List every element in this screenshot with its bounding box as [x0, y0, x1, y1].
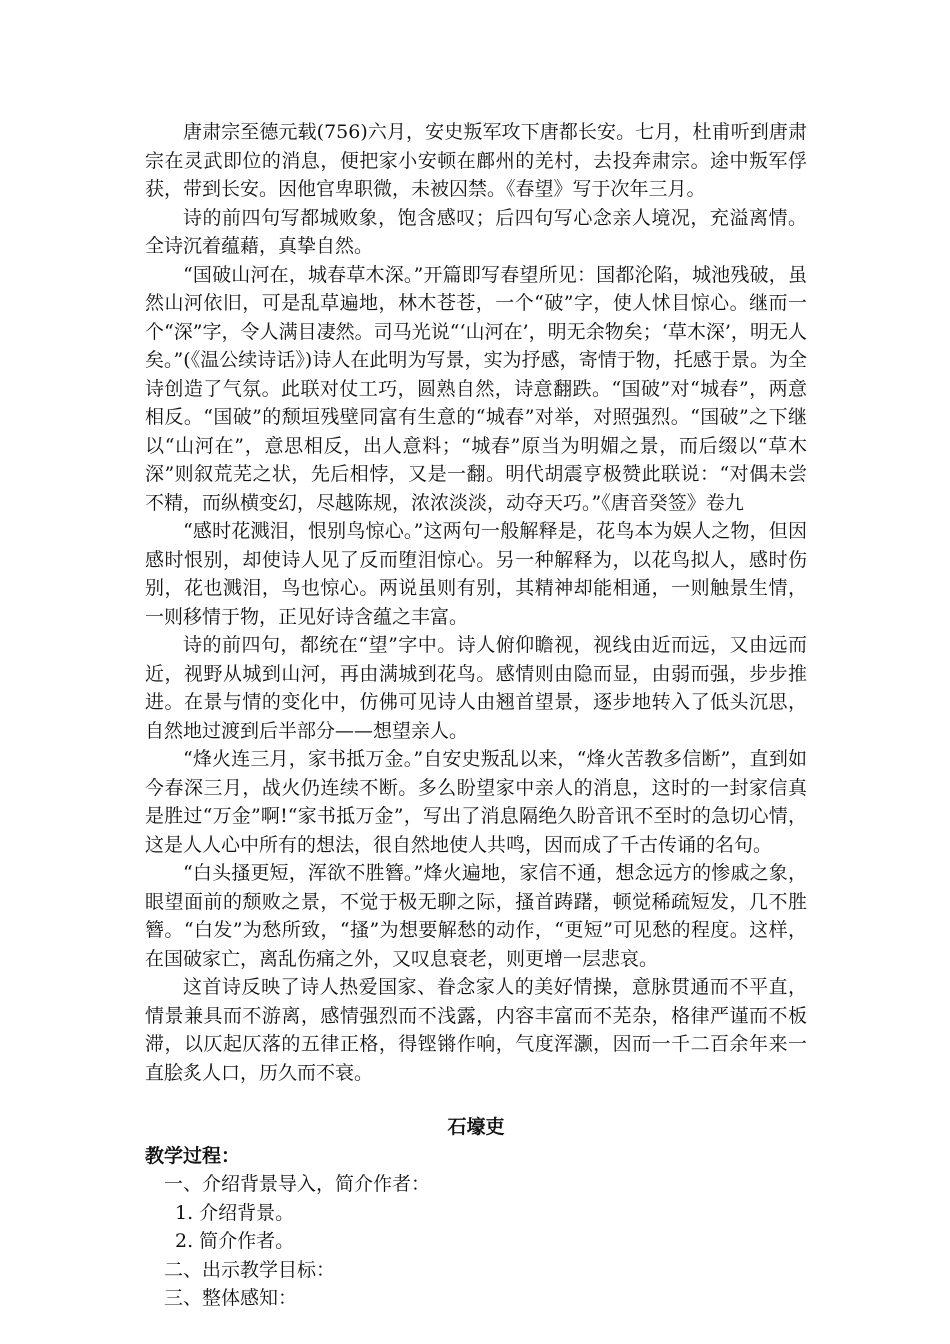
- section-title: 石壕吏: [447, 1116, 505, 1138]
- process-heading: 教学过程：: [145, 1144, 241, 1167]
- outline-item-goals: 二、出示教学目标：: [164, 1258, 336, 1281]
- document-page: [145, 118, 807, 1313]
- paragraph-summary: 这首诗反映了诗人热爱国家、眷念家人的美好情操，意脉贯通而不平直，情景兼具而不游离，感情强烈而不浅露，内容丰富而不芜杂，格律严谨而不板滞，以仄起仄落的五律正格，得铿锵作响，气度浑灏，因而一千二百余年来一直脍炙人口，历久而不衰。: [145, 976, 807, 1084]
- outline-subitem-author: 2. 简介作者。: [175, 1230, 295, 1252]
- paragraph-couplet-3: “烽火连三月，家书抵万金。”自安史叛乱以来，“烽火苦教多信断”，直到如今春深三月，战火仍连续不断。多么盼望家中亲人的消息，这时的一封家信真是胜过“万金”啊!“家书抵万金”，写出了消息隔绝久盼音讯不至时的急切心情，这是人人心中所有的想法，很自然地使人共鸣，因而成了千古传诵的名句。: [145, 748, 807, 856]
- outline-subitem-background: 1. 介绍背景。: [175, 1201, 295, 1224]
- paragraph-couplet-1: “国破山河在，城春草木深。”开篇即写春望所见：国都沦陷，城池残破，虽然山河依旧，可是乱草遍地，林木苍苍，一个“破”字，使人怵目惊心。继而一个“深”字，令人满目凄然。司马光说“‘山河在’，明无余物矣；‘草木深’，明无人矣。”(《温公续诗话》)诗人在此明为写景，实为抒感，寄情于物，托感于景。为全诗创造了气氛。此联对仗工巧，圆熟自然，诗意翻跌。“国破”对“城春”，两意相反。“国破”的颓垣残壁同富有生意的“城春”对举，对照强烈。“国破”之下继以“山河在”，意思相反，出人意料；“城春”原当为明媚之景，而后缀以“草木深”则叙荒芜之状，先后相悖，又是一翻。明代胡震亨极赞此联说：“对偶未尝不精，而纵横变幻，尽越陈规，浓浓淡淡，动夺天巧。”《唐音癸签》卷九: [145, 263, 807, 514]
- paragraph-couplet-4: “白头搔更短，浑欲不胜簪。”烽火遍地，家信不通，想念远方的惨戚之象，眼望面前的颓败之景，不觉于极无聊之际，搔首踌躇，顿觉稀疏短发，几不胜簪。“白发”为愁所致，“搔”为想要解愁的动作，“更短”可见愁的程度。这样，在国破家亡，离乱伤痛之外，又叹息衰老，则更增一层悲哀。: [145, 862, 807, 970]
- paragraph-first-four-lines: 诗的前四句，都统在“望”字中。诗人俯仰瞻视，视线由近而远，又由远而近，视野从城到山河，再由满城到花鸟。感情则由隐而显，由弱而强，步步推进。在景与情的变化中，仿佛可见诗人由翘首望景，逐步地转入了低头沉思，自然地过渡到后半部分——想望亲人。: [145, 634, 807, 742]
- paragraph-couplet-2: “感时花溅泪，恨别鸟惊心。”这两句一般解释是，花鸟本为娱人之物，但因感时恨别，却使诗人见了反而堕泪惊心。另一种解释为，以花鸟拟人，感时伤别，花也溅泪，鸟也惊心。两说虽则有别，其精神却能相通，一则触景生情，一则移情于物，正见好诗含蕴之丰富。: [145, 520, 807, 628]
- outline-item-intro: 一、介绍背景导入，简介作者：: [164, 1173, 431, 1195]
- paragraph-background: 唐肃宗至德元载(756)六月，安史叛军攻下唐都长安。七月，杜甫听到唐肃宗在灵武即位的消息，便把家小安顿在鄜州的羌村，去投奔肃宗。途中叛军俘获，带到长安。因他官卑职微，未被囚禁。《春望》写于次年三月。: [145, 121, 807, 200]
- outline-item-perception: 三、整体感知：: [164, 1287, 298, 1309]
- teaching-outline: [145, 1170, 807, 1313]
- paragraph-overview: 诗的前四句写都城败象，饱含感叹；后四句写心念亲人境况，充溢离情。全诗沉着蕴藉，真挚自然。: [145, 206, 807, 257]
